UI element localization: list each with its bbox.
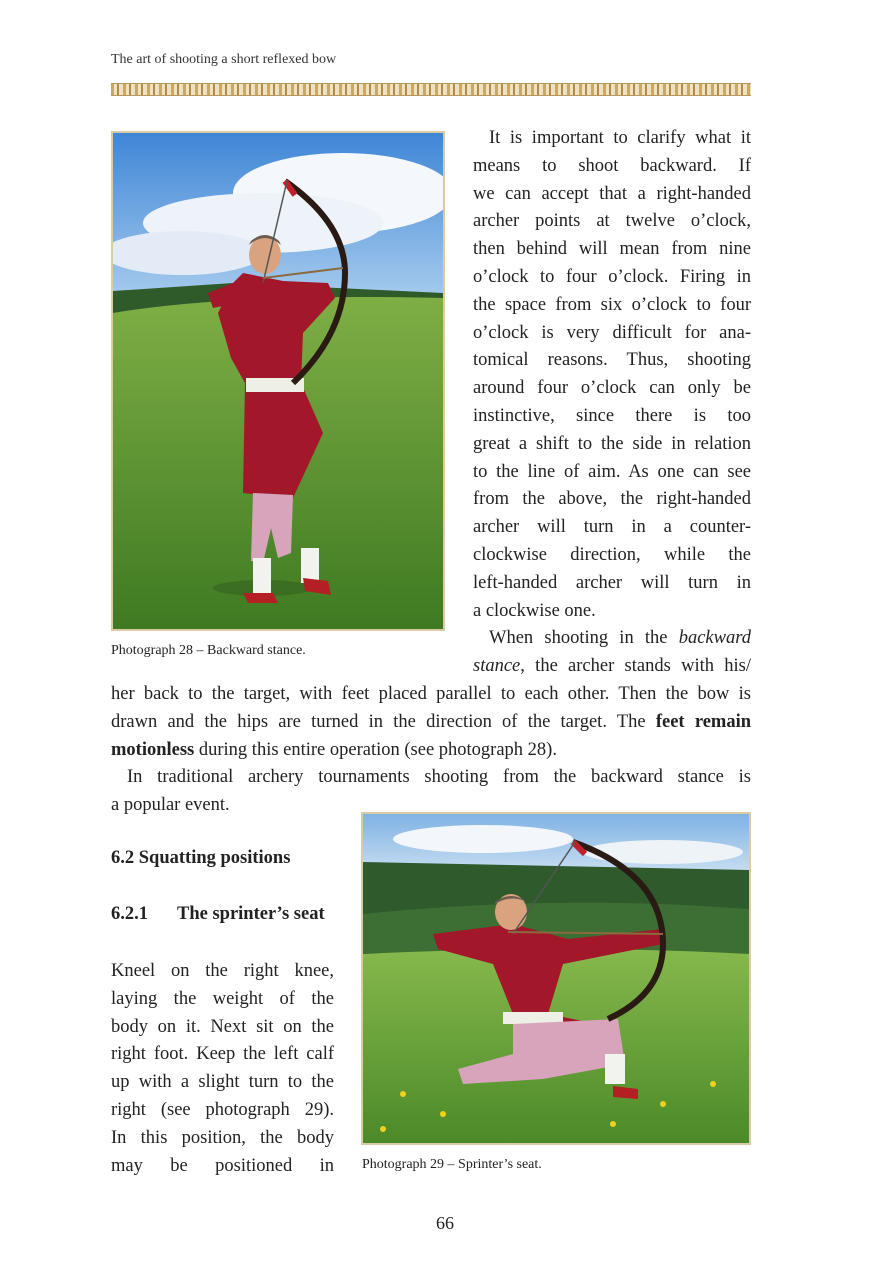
- text-line: right foot. Keep the left calf: [111, 1044, 334, 1065]
- text-line: the space from six o’clock to four: [473, 294, 751, 315]
- bold-feet-remain: feet remain: [655, 711, 751, 732]
- subsection-title: The sprinter’s seat: [177, 904, 325, 924]
- running-header: The art of shooting a short reflexed bow: [111, 52, 337, 67]
- text-line: a popular event.: [111, 795, 230, 816]
- text-line: stance, the archer stands with his/: [473, 656, 751, 677]
- text-line: instinctive, since there is too: [473, 405, 751, 426]
- subsection-number: 6.2.1: [111, 904, 148, 924]
- text-line: motionless during this entire operation (see photograph 28).: [111, 739, 557, 760]
- text-line: Kneel on the right knee,: [111, 961, 334, 981]
- text-line: o’clock is very difficult for ana-: [473, 322, 751, 343]
- photograph-28-caption: Photograph 28 – Backward stance.: [111, 643, 306, 658]
- text-line: means to shoot backward. If: [473, 155, 751, 176]
- text-line: around four o’clock can only be: [473, 378, 751, 399]
- bold-motionless: motionless: [111, 739, 195, 760]
- left-column-text: [111, 958, 334, 1180]
- emphasis-stance: stance: [473, 656, 521, 677]
- emphasis-backward: backward: [678, 628, 751, 649]
- text-line: then behind will mean from nine: [473, 239, 751, 260]
- photograph-28: [111, 131, 445, 631]
- text-line: to the line of aim. As one can see: [473, 461, 751, 482]
- text-line: It is important to clarify what it: [489, 128, 751, 148]
- text-line: archer points at twelve o’clock,: [473, 211, 751, 232]
- text-line: may be positioned in: [111, 1155, 334, 1176]
- text-line: drawn and the hips are turned in the direction of the target. The feet remain: [111, 711, 751, 732]
- text-line: a clockwise one.: [473, 600, 596, 621]
- text-line: body on it. Next sit on the: [111, 1016, 334, 1037]
- text-line: up with a slight turn to the: [111, 1072, 334, 1093]
- text-line: tomical reasons. Thus, shooting: [473, 350, 751, 371]
- page-number: 66: [436, 1213, 454, 1233]
- ornamental-divider: [111, 83, 751, 96]
- full-width-paragraph: [111, 681, 751, 820]
- text-line: her back to the target, with feet placed parallel to each other. Then the bow is: [111, 684, 751, 704]
- text-line: o’clock to four o’clock. Firing in: [473, 266, 751, 287]
- text-line: great a shift to the side in relation: [473, 433, 751, 454]
- text-line: we can accept that a right-handed: [473, 183, 751, 204]
- subsection-heading: [111, 904, 325, 925]
- text-line: left-handed archer will turn in: [473, 572, 751, 593]
- photograph-29: [361, 812, 751, 1145]
- section-heading: 6.2 Squatting positions: [111, 848, 291, 868]
- text-line: from the above, the right-handed: [473, 489, 751, 510]
- text-line: right (see photograph 29).: [111, 1099, 334, 1120]
- right-column-text: [473, 125, 751, 681]
- text-line: clockwise direction, while the: [473, 544, 751, 565]
- text-line: laying the weight of the: [111, 988, 334, 1009]
- text-line: When shooting in the backward: [489, 628, 751, 649]
- photograph-29-caption: Photograph 29 – Sprinter’s seat.: [362, 1157, 542, 1172]
- text-line: In traditional archery tournaments shooting from the backward stance is: [127, 767, 751, 788]
- text-line: archer will turn in a counter-: [473, 517, 751, 538]
- text-line: In this position, the body: [111, 1127, 334, 1148]
